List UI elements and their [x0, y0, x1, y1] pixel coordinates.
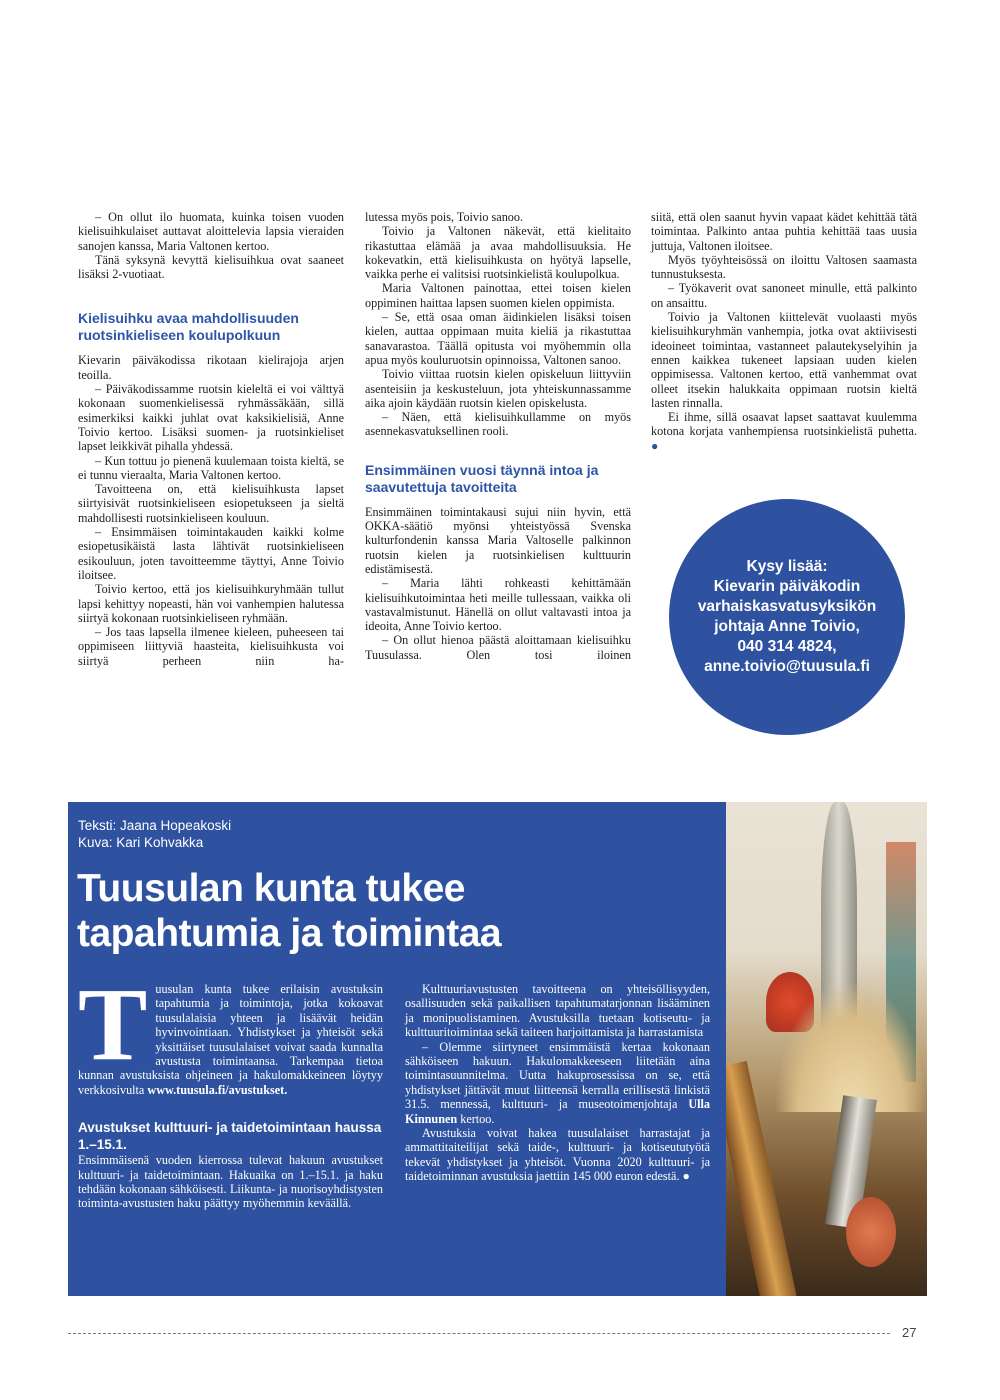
contact-info-circle — [669, 499, 905, 735]
byline-photographer: Kuva: Kari Kohvakka — [78, 835, 204, 850]
feature-title — [77, 866, 501, 956]
article-column-2 — [365, 210, 631, 662]
paragraph: Maria Valtonen painottaa, ettei toisen kielen oppiminen haittaa lapsen suomen kielen oppimista. — [365, 281, 631, 310]
person-name: Ulla Kinnunen — [405, 1097, 710, 1126]
paragraph-text: – Olemme siirtyneet ensimmäistä kertaa kokonaan sähköiseen hakuun. Hakulomakkeeseen liitetään aina toimintasuunnitelma. Uutta hakuprosessissa on se, että yhdistykset jättävät muut liitteensä kerralla erillisestä linkistä 31.5. mennessä, kulttuuri- ja museotoimenjohtaja — [405, 1039, 710, 1112]
paragraph: – On ollut ilo huomata, kuinka toisen vuoden kielisuihkulaiset auttavat aloittelevia lapsia vieraiden sanojen kanssa, Maria Valtonen kertoo. — [78, 210, 344, 253]
paragraph: siitä, että olen saanut hyvin vapaat kädet kehittää tätä toimintaa. Palkinto antaa puhtia kehittää taas uusia juttuja, Valtonen iloitsee. — [651, 210, 917, 253]
contact-line: varhaiskasvatusyksikön — [697, 598, 877, 615]
paragraph: – Kun tottuu jo pienenä kuulemaan toista kieltä, se ei tunnu vieraalta, Maria Valtonen kertoo. — [78, 453, 344, 482]
orange-brush-tip — [846, 1197, 896, 1267]
paragraph: – Se, että osaa oman äidinkielen lisäksi toisen kielen, auttaa oppimaan muita kieliä ja rikastuttaa sanavarastoa. Täällä opitusta voi myöhemmin olla apua myös kouluruotsin opinnoissa, Valtonen sanoo. — [365, 310, 631, 367]
paragraph: – Päiväkodissamme ruotsin kieleltä ei voi välttyä kokonaan suomenkielisessä ryhmässäkään, sillä esimerkiksi kaikki juhlat ovat kaksikielisiä, Anne Toivio kertoo. Lisäksi suomen- ja ruotsinkieliset lapset leikkivät pihalla yhdessä. — [78, 382, 344, 454]
feature-column-1 — [78, 967, 383, 1211]
paragraph: – Jos taas lapsella ilmenee kieleen, puheeseen tai oppimiseen liittyviä haasteita, kielisuihkusta voi siirtyä perheen niin ha- — [78, 625, 344, 668]
paragraph — [651, 410, 917, 453]
paragraph: Toivio ja Valtonen näkevät, että kielitaito rikastuttaa elämää ja avaa mahdollisuuksia. He kokevatkin, että kielisuihkusta on hyötyä lapselle, vaikka perhe ei valitsisi ruotsinkielistä koulupolkua. — [365, 224, 631, 282]
section-heading: Avustukset kulttuuri- ja taidetoimintaan haussa 1.–15.1. — [78, 1120, 382, 1153]
paragraph: Toivio ja Valtonen kiittelevät vuolaasti myös kielisuihkuryhmän vanhempia, jotka ovat aktiivisesti ideoineet toimintaa, vastanneet palautekyselyihin ja ennen kaikkea tukeneet lapsiaan uuden kielen oppimisessa. Valtonen kertoo, että vanhemmat ovat olleet itsekin halukkaita oppimaan ruotsin kieltä lasten rinnalla. — [651, 310, 917, 410]
paintbrushes-photo — [726, 802, 927, 1296]
paragraph — [405, 1040, 710, 1126]
paragraph: – Ensimmäisen toimintakauden kaikki kolme esiopetusikäistä lasta lähtivät ruotsinkieliseen esikouluun, joten tavoitteemme täyttyi, Anne Toivio iloitsee. — [78, 525, 344, 582]
fan-brush-bristles — [776, 982, 926, 1112]
paragraph — [405, 1126, 710, 1184]
page-number: 27 — [902, 1325, 917, 1340]
paragraph: – Maria lähti rohkeasti kehittämään kielisuihkutoimintaa heti meille tullessaan, vaikka oli vastavalmistunut. Hänellä on ollut valtavasti intoa ja ideoita, Anne Toivio kertoo. — [365, 576, 631, 634]
paragraph-text: Avustuksia voivat hakea tuusulalaiset harrastajat ja ammattitaiteilijat sekä taide-, kulttuuri- ja kotiseututyötä tekevät yhdistykset ja yhteisöt. Vuonna 2020 kulttuuri- ja taidetoiminnan avustuksia jaettiin 145 000 euron edestä. — [405, 1126, 710, 1184]
byline-author: Teksti: Jaana Hopeakoski — [78, 818, 232, 833]
paragraph: – Näen, että kielisuihkullamme on myös asennekasvatuksellinen rooli. — [365, 410, 631, 439]
footer-divider — [68, 1333, 890, 1334]
paragraph: Toivio viittaa ruotsin kielen opiskeluun liittyviin asenteisiin ja keskusteluun, jota yhteiskunnassamme aika ajoin käydään ruotsin kielen opiskelusta. — [365, 367, 631, 410]
intro-text: uusulan kunta tukee erilaisin avustuksin tapahtumia ja toimintoja, jotka kokoavat tuusulalaisia yhteen ja lisäävät heidän hyvinvointiaan. Yhdistykset ja yhteisöt sekä yksittäiset tuusulalaiset voivat saada kunnalta avustusta toimintaansa. Tarkempaa tietoa kunnan avustuksista ohjeineen ja hakulomakkeineen löytyy verkkosivulta — [78, 982, 383, 1097]
paragraph: – Työkaverit ovat sanoneet minulle, että palkinto on ansaittu. — [651, 281, 917, 310]
contact-heading: Kysy lisää: — [746, 558, 828, 575]
paragraph: Ensimmäinen toimintakausi sujui niin hyvin, että OKKA-säätiö myönsi yhteistyössä Svenska kulturfondenin kanssa Maria Valtoselle palkinnon ruotsin kielen ja ruotsinkielisen kulttuurin edistämisestä. — [365, 504, 631, 576]
paragraph: lutessa myös pois, Toivio sanoo. — [365, 210, 524, 224]
title-line: tapahtumia ja toimintaa — [77, 912, 502, 955]
paragraph: Myös työyhteisössä on iloittu Valtosen saamasta tunnustuksesta. — [651, 252, 917, 282]
lead-paragraph: Kievarin päiväkodissa rikotaan kielirajoja arjen teoilla. — [78, 353, 344, 382]
paragraph: – On ollut hienoa päästä aloittamaan kielisuihku Tuusulassa. Olen tosi iloinen — [365, 633, 631, 662]
drop-cap: T — [78, 967, 148, 1082]
contact-phone: 040 314 4824, — [737, 638, 837, 655]
paragraph-text: Ei ihme, sillä osaavat lapset saattavat kuulemma kotona korjata vanhempiensa ruotsinkielistä puhetta. — [651, 410, 917, 439]
paragraph: Tavoitteena on, että kielisuihkusta lapset siirtyisivät ruotsinkieliseen esiopetukseen ja sieltä mahdollisesti ruotsinkieliseen kouluun. — [78, 482, 344, 525]
feature-column-2 — [405, 982, 710, 1184]
article-column-3 — [651, 210, 917, 453]
section-heading: Ensimmäinen vuosi täynnä intoa ja saavutettuja tavoitteita — [365, 461, 599, 495]
end-mark-icon: ● — [651, 438, 659, 453]
section-heading: Kielisuihku avaa mahdollisuuden ruotsinkieliseen koulupolkuun — [78, 310, 299, 344]
paragraph: Kulttuuriavustusten tavoitteena on yhteisöllisyyden, osallisuuden sekä paikallisen tapahtumatarjonnan lisääminen ja monipuolistaminen. Avustuksilla tuetaan kotiseutu- ja kulttuuritoimintaa sekä taiteen harjoittamista ja harrastamista — [405, 982, 710, 1040]
contact-line: johtaja Anne Toivio, — [714, 618, 860, 635]
website-link[interactable]: www.tuusula.fi/avustukset. — [147, 1082, 288, 1097]
paragraph-text: kertoo. — [457, 1111, 495, 1126]
paragraph: Toivio kertoo, että jos kielisuihkuryhmään tullut lapsi kehittyy nopeasti, hän voi vanhempien halutessa siirtyä kokonaan ruotsinkieliseen ryhmään. — [78, 582, 344, 625]
intro-paragraph — [78, 967, 383, 1097]
paragraph: Tänä syksynä kevyttä kielisuihkua ovat saaneet lisäksi 2-vuotiaat. — [78, 252, 344, 282]
feature-article-box — [68, 802, 726, 1296]
article-column-1 — [78, 210, 344, 668]
byline — [78, 817, 231, 851]
paragraph: Ensimmäisenä vuoden kierrossa tulevat hakuun avustukset kulttuuri- ja taidetoimintaan. Hakuaika on 1.–15.1. ja haku tehdään kokonaan sähköisesti. Liikunta- ja nuorisoyhdistysten toiminta-avustusten haku päättyy myöhemmin keväällä. — [78, 1153, 383, 1211]
title-line: Tuusulan kunta tukee — [77, 867, 465, 910]
end-mark-icon: ● — [682, 1169, 690, 1184]
contact-line: Kievarin päiväkodin — [713, 578, 861, 595]
contact-email[interactable]: anne.toivio@tuusula.fi — [704, 658, 870, 675]
